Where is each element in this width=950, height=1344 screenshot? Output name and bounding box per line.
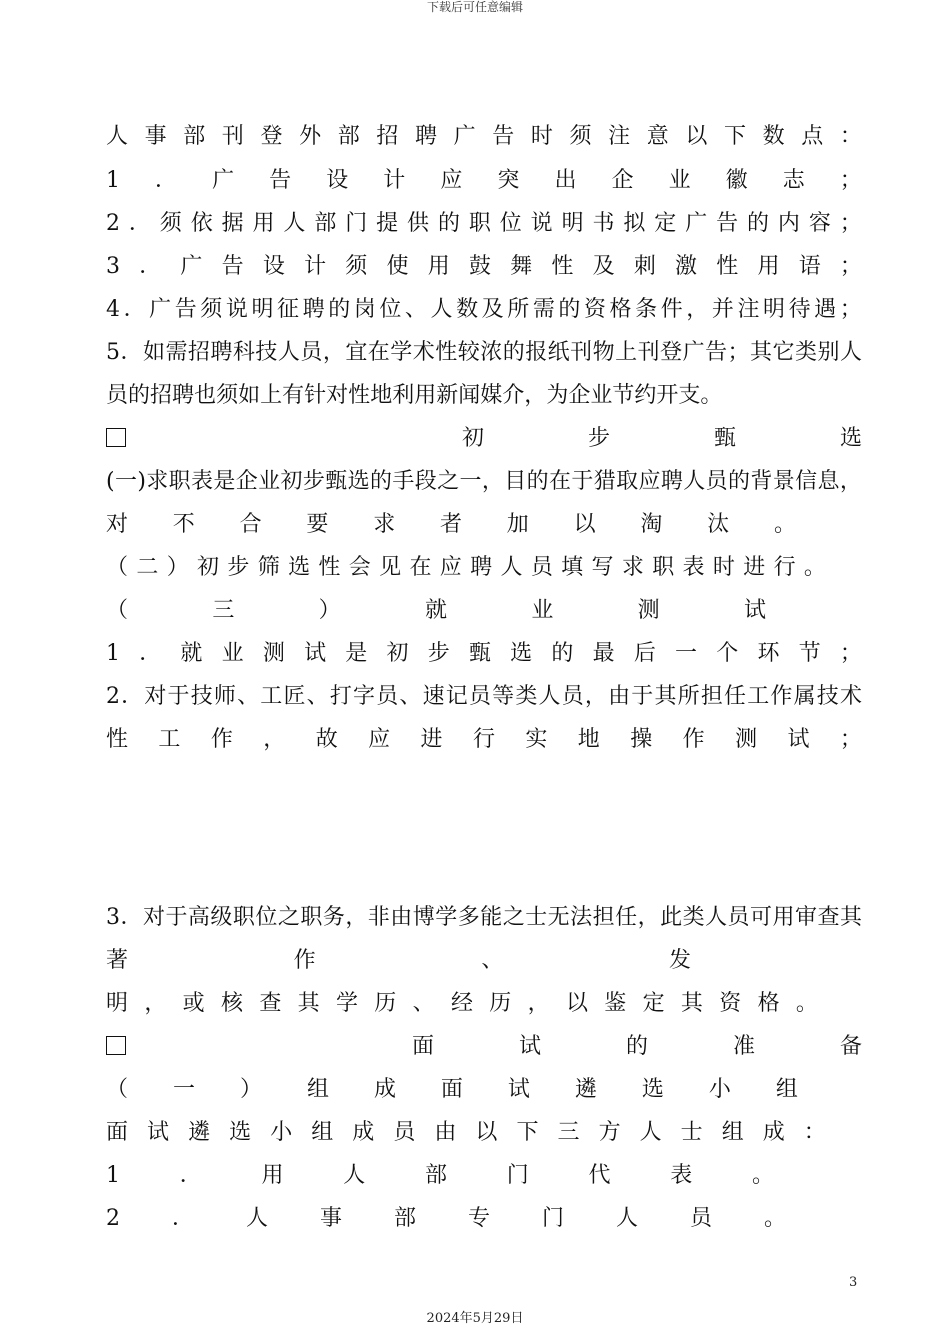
section-title: 面 试 的 准 备 <box>412 1034 862 1059</box>
section-heading <box>106 424 862 454</box>
section-title: 初 步 甄 选 <box>462 426 862 451</box>
page-number: 3 <box>849 1275 858 1290</box>
text-line: 2 ． 对 于 技 师 、 工 匠 、 打 字 员 、 速 记 员 等 类 人 员 ， 由 于 其 所 担 任 工 作 属 技 术 <box>106 684 862 709</box>
text-line: 性 工 作 ， 故 应 进 行 实 地 操 作 测 试 ； <box>106 727 862 752</box>
text-line: 3 ． 广 告 设 计 须 使 用 鼓 舞 性 及 刺 激 性 用 语 ； <box>106 254 862 279</box>
text-line: 1 ． 广 告 设 计 应 突 出 企 业 徽 志 ； <box>106 168 862 193</box>
text-line: 员 的 招 聘 也 须 如 上 有 针 对 性 地 利 用 新 闻 媒 介 ， 为 企 业 节 约 开 支 。 <box>106 383 723 408</box>
text-line: 人 事 部 刊 登 外 部 招 聘 广 告 时 须 注 意 以 下 数 点 ： <box>106 124 862 149</box>
text-line: 2 ． 须 依 据 用 人 部 门 提 供 的 职 位 说 明 书 拟 定 广 告 的 内 容 ； <box>106 211 862 236</box>
text-line: 1 ． 用 人 部 门 代 表 。 <box>106 1163 774 1188</box>
page-footer-date: 2024年5月29日 <box>426 1311 524 1326</box>
text-line: 面 试 遴 选 小 组 成 员 由 以 下 三 方 人 士 组 成 ： <box>106 1120 826 1145</box>
checkbox-square-icon <box>106 1036 126 1055</box>
section-heading <box>106 1032 862 1062</box>
text-line: 对 不 合 要 求 者 加 以 淘 汰 。 <box>106 512 796 537</box>
checkbox-square-icon <box>106 428 126 447</box>
text-line: 5 ． 如 需 招 聘 科 技 人 员 ， 宜 在 学 术 性 较 浓 的 报 纸 刊 物 上 刊 登 广 告 ； 其 它 类 别 人 <box>106 340 862 365</box>
text-line: 3 ． 对 于 高 级 职 位 之 职 务 ， 非 由 博 学 多 能 之 士 无 法 担 任 ， 此 类 人 员 可 用 审 查 其 <box>106 905 862 930</box>
text-line: （ 一 ） 组 成 面 试 遴 选 小 组 <box>106 1077 798 1102</box>
text-line: 4 ． 广 告 须 说 明 征 聘 的 岗 位 、 人 数 及 所 需 的 资 格 条 件 ， 并 注 明 待 遇 ； <box>106 297 862 322</box>
text-line: 1 ． 就 业 测 试 是 初 步 甄 选 的 最 后 一 个 环 节 ； <box>106 641 862 666</box>
text-line: 2 ． 人 事 部 专 门 人 员 。 <box>106 1206 786 1231</box>
text-line: （ 二 ） 初 步 筛 选 性 会 见 在 应 聘 人 员 填 写 求 职 表 时 进 行 。 <box>106 555 826 580</box>
text-line: （ 三 ） 就 业 测 试 <box>106 598 766 623</box>
page-header: 下载后可任意编辑 <box>426 0 523 14</box>
text-line: 著 作 、 发 <box>106 948 691 973</box>
text-line: ( 一 ) 求 职 表 是 企 业 初 步 甄 选 的 手 段 之 一 ， 目 的 在 于 猎 取 应 聘 人 员 的 背 景 信 息 ， <box>106 469 862 494</box>
text-line: 明 ， 或 核 查 其 学 历 、 经 历 ， 以 鉴 定 其 资 格 。 <box>106 991 818 1016</box>
